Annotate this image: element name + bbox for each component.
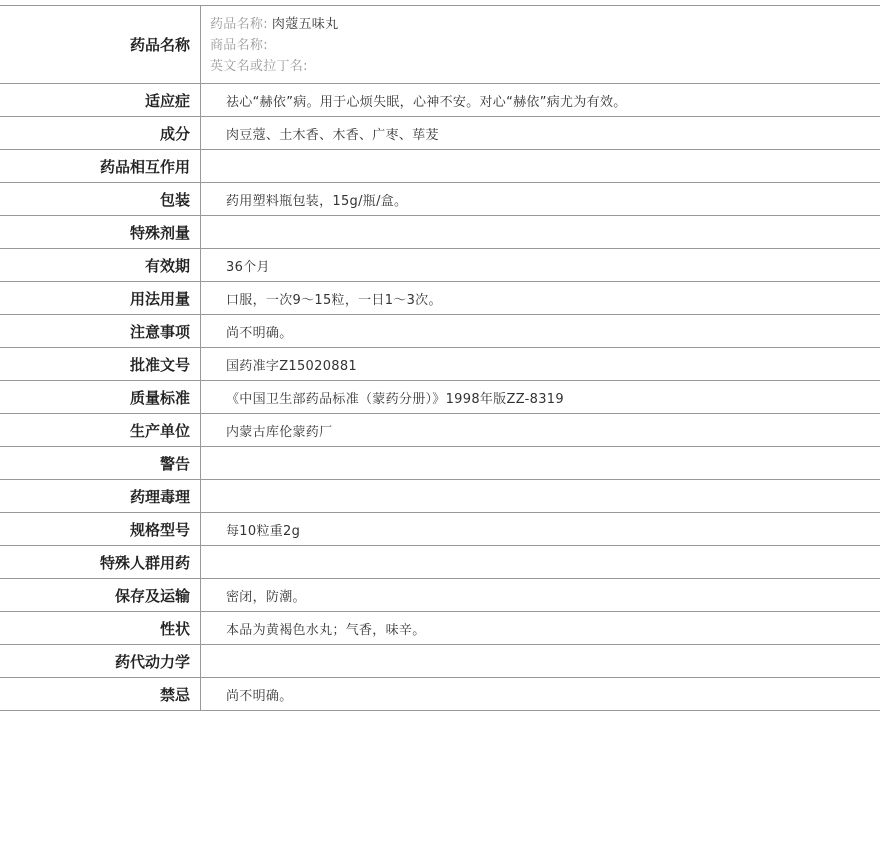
table-row-packaging <box>0 183 880 216</box>
row-label-drug-name: 药品名称 <box>0 6 201 84</box>
table-row-expiry <box>0 249 880 282</box>
table-row-interactions <box>0 150 880 183</box>
row-value <box>201 645 880 678</box>
table-row-special-populations <box>0 546 880 579</box>
table-row-storage <box>0 579 880 612</box>
row-value: 药用塑料瓶包装，15g/瓶/盒。 <box>201 183 880 216</box>
table-row-pharmacokinetics <box>0 645 880 678</box>
row-label: 用法用量 <box>0 282 201 315</box>
row-label: 包装 <box>0 183 201 216</box>
table-row-contraindications <box>0 678 880 711</box>
row-label: 特殊剂量 <box>0 216 201 249</box>
row-value <box>201 447 880 480</box>
table-row-indications <box>0 84 880 117</box>
row-value: 祛心“赫依”病。用于心烦失眠，心神不安。对心“赫依”病尤为有效。 <box>201 84 880 117</box>
row-value: 尚不明确。 <box>201 315 880 348</box>
drug-name-values <box>201 6 880 84</box>
row-label: 成分 <box>0 117 201 150</box>
trade-name-line <box>210 35 880 56</box>
table-row-drug-name <box>0 6 880 84</box>
generic-name-line <box>210 14 880 35</box>
row-value <box>201 150 880 183</box>
row-label: 有效期 <box>0 249 201 282</box>
table-row-specification <box>0 513 880 546</box>
row-value: 《中国卫生部药品标准（蒙药分册）》1998年版ZZ-8319 <box>201 381 880 414</box>
trade-name-label: 商品名称: <box>210 38 268 53</box>
row-label: 药理毒理 <box>0 480 201 513</box>
row-value: 36个月 <box>201 249 880 282</box>
table-row-description <box>0 612 880 645</box>
table-row-manufacturer <box>0 414 880 447</box>
table-row-quality-standard <box>0 381 880 414</box>
row-label: 保存及运输 <box>0 579 201 612</box>
row-label: 适应症 <box>0 84 201 117</box>
row-label: 特殊人群用药 <box>0 546 201 579</box>
row-value <box>201 546 880 579</box>
row-value: 密闭，防潮。 <box>201 579 880 612</box>
row-label: 禁忌 <box>0 678 201 711</box>
drug-info-table <box>0 5 880 711</box>
generic-name-label: 药品名称: <box>210 17 268 32</box>
english-name-line <box>210 56 880 77</box>
row-value: 尚不明确。 <box>201 678 880 711</box>
row-value: 口服，一次9～15粒，一日1～3次。 <box>201 282 880 315</box>
table-row-special-dosage <box>0 216 880 249</box>
table-row-precautions <box>0 315 880 348</box>
row-label: 性状 <box>0 612 201 645</box>
row-label: 规格型号 <box>0 513 201 546</box>
row-label: 批准文号 <box>0 348 201 381</box>
row-label: 质量标准 <box>0 381 201 414</box>
row-value: 肉豆蔻、土木香、木香、广枣、荜茇 <box>201 117 880 150</box>
row-value: 国药准字Z15020881 <box>201 348 880 381</box>
table-row-dosage <box>0 282 880 315</box>
table-row-approval-number <box>0 348 880 381</box>
row-label: 警告 <box>0 447 201 480</box>
row-value <box>201 216 880 249</box>
row-label: 生产单位 <box>0 414 201 447</box>
row-value <box>201 480 880 513</box>
row-value: 内蒙古库伦蒙药厂 <box>201 414 880 447</box>
table-row-ingredients <box>0 117 880 150</box>
row-label: 药品相互作用 <box>0 150 201 183</box>
row-label: 药代动力学 <box>0 645 201 678</box>
row-label: 注意事项 <box>0 315 201 348</box>
english-name-label: 英文名或拉丁名: <box>210 59 308 74</box>
row-value: 本品为黄褐色水丸；气香，味辛。 <box>201 612 880 645</box>
table-row-warnings <box>0 447 880 480</box>
row-value: 每10粒重2g <box>201 513 880 546</box>
table-row-pharmacology <box>0 480 880 513</box>
generic-name-value: 肉蔻五味丸 <box>271 17 339 32</box>
